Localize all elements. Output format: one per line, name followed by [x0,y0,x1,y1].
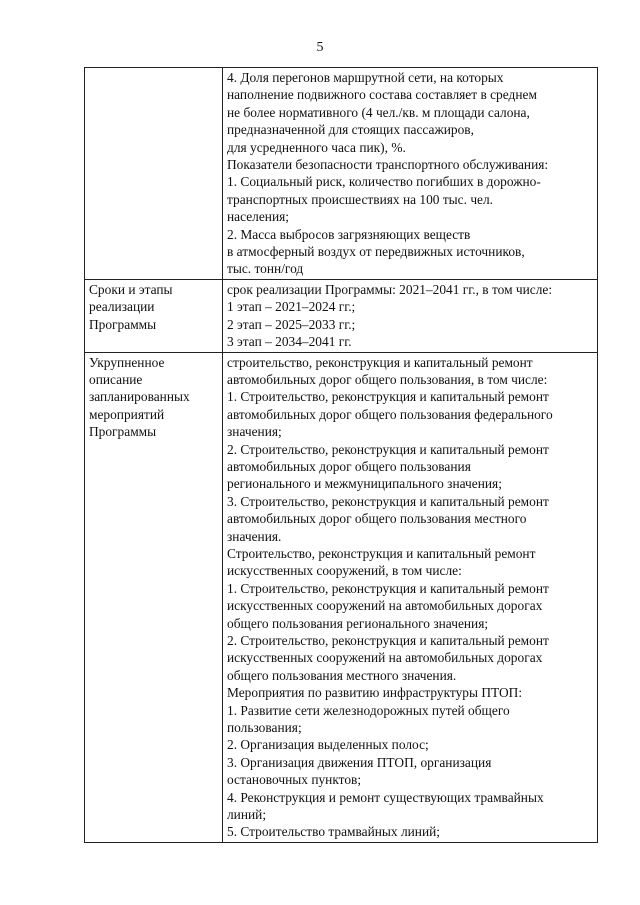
row-content-line: 1. Социальный риск, количество погибших в дорожно- [227,174,541,190]
row-content-line: автомобильных дорог общего пользования местного [227,511,527,527]
row-content-line: населения; [227,209,289,225]
row-content-line: транспортных происшествиях на 100 тыс. чел. [227,191,494,207]
row-label-line: описание [89,371,143,387]
row-content-line: автомобильных дорог общего пользования [227,458,471,474]
row-label-line: Сроки и этапы [89,281,173,297]
row-label-line: Укрупненное [89,354,165,370]
row-content-line: Показатели безопасности транспортного обслуживания: [227,157,549,173]
row-label-line: запланированных [89,389,190,405]
row-content-cell [223,279,598,352]
row-content-line: автомобильных дорог общего пользования федерального [227,406,553,422]
row-content-line: 5. Строительство трамвайных линий; [227,824,441,840]
row-content-line: общего пользования местного значения. [227,667,457,683]
row-content-line: 1. Строительство, реконструкция и капитальный ремонт [227,389,549,405]
row-content-line: не более нормативного (4 чел./кв. м площади салона, [227,104,530,120]
row-content-line: искусственных сооружений, в том числе: [227,563,462,579]
table-row [85,279,598,352]
row-label-cell [85,352,223,842]
row-label-cell [85,279,223,352]
row-content-line: остановочных пунктов; [227,772,362,788]
row-content-line: 1. Развитие сети железнодорожных путей общего [227,702,510,718]
row-content-line: 1 этап – 2021–2024 гг.; [227,299,356,315]
row-content-line: Мероприятия по развитию инфраструктуры ПТОП: [227,685,523,701]
row-content-line: 3 этап – 2034–2041 гг. [227,334,352,350]
row-content-line: для усредненного часа пик), %. [227,139,406,155]
row-label-line: реализации [89,299,155,315]
row-label-line: Программы [89,316,157,332]
row-label-line: мероприятий [89,406,165,422]
row-content-line: искусственных сооружений на автомобильных дорогах [227,650,543,666]
row-content-line: 4. Реконструкция и ремонт существующих трамвайных [227,789,544,805]
row-content-line: линий; [227,807,267,823]
row-content-line: значения. [227,528,282,544]
row-content-line: 2. Организация выделенных полос; [227,737,429,753]
row-content-line: 2 этап – 2025–2033 гг.; [227,316,356,332]
row-content-line: строительство, реконструкция и капитальный ремонт [227,354,533,370]
row-content-line: пользования; [227,720,302,736]
table-row [85,68,598,280]
row-content-line: предназначенной для стоящих пассажиров, [227,122,474,138]
row-content-line: 2. Строительство, реконструкция и капитальный ремонт [227,441,549,457]
row-content-cell [223,352,598,842]
row-content-line: 2. Масса выбросов загрязняющих веществ [227,226,471,242]
row-content-line: наполнение подвижного состава составляет в среднем [227,87,537,103]
row-content-line: 3. Строительство, реконструкция и капитальный ремонт [227,493,549,509]
row-content-line: общего пользования регионального значения; [227,615,489,631]
row-content-line: 4. Доля перегонов маршрутной сети, на которых [227,70,504,85]
row-content-line: искусственных сооружений на автомобильных дорогах [227,598,543,614]
row-content-line: автомобильных дорог общего пользования, в том числе: [227,371,548,387]
row-content-line: срок реализации Программы: 2021–2041 гг., в том числе: [227,281,553,297]
row-content-line: 3. Организация движения ПТОП, организация [227,754,492,770]
row-content-line: 1. Строительство, реконструкция и капитальный ремонт [227,580,549,596]
row-content-line: Строительство, реконструкция и капитальный ремонт [227,545,536,561]
program-passport-table [84,67,598,843]
row-content-line: регионального и межмуниципального значения; [227,476,502,492]
row-label-cell [85,68,223,280]
table-row [85,352,598,842]
row-label-line: Программы [89,424,157,440]
row-content-line: тыс. тонн/год [227,261,304,277]
row-content-cell [223,68,598,280]
row-content-line: в атмосферный воздух от передвижных источников, [227,244,525,260]
row-content-line: значения; [227,424,282,440]
page-number: 5 [316,40,324,55]
row-content-line: 2. Строительство, реконструкция и капитальный ремонт [227,633,549,648]
